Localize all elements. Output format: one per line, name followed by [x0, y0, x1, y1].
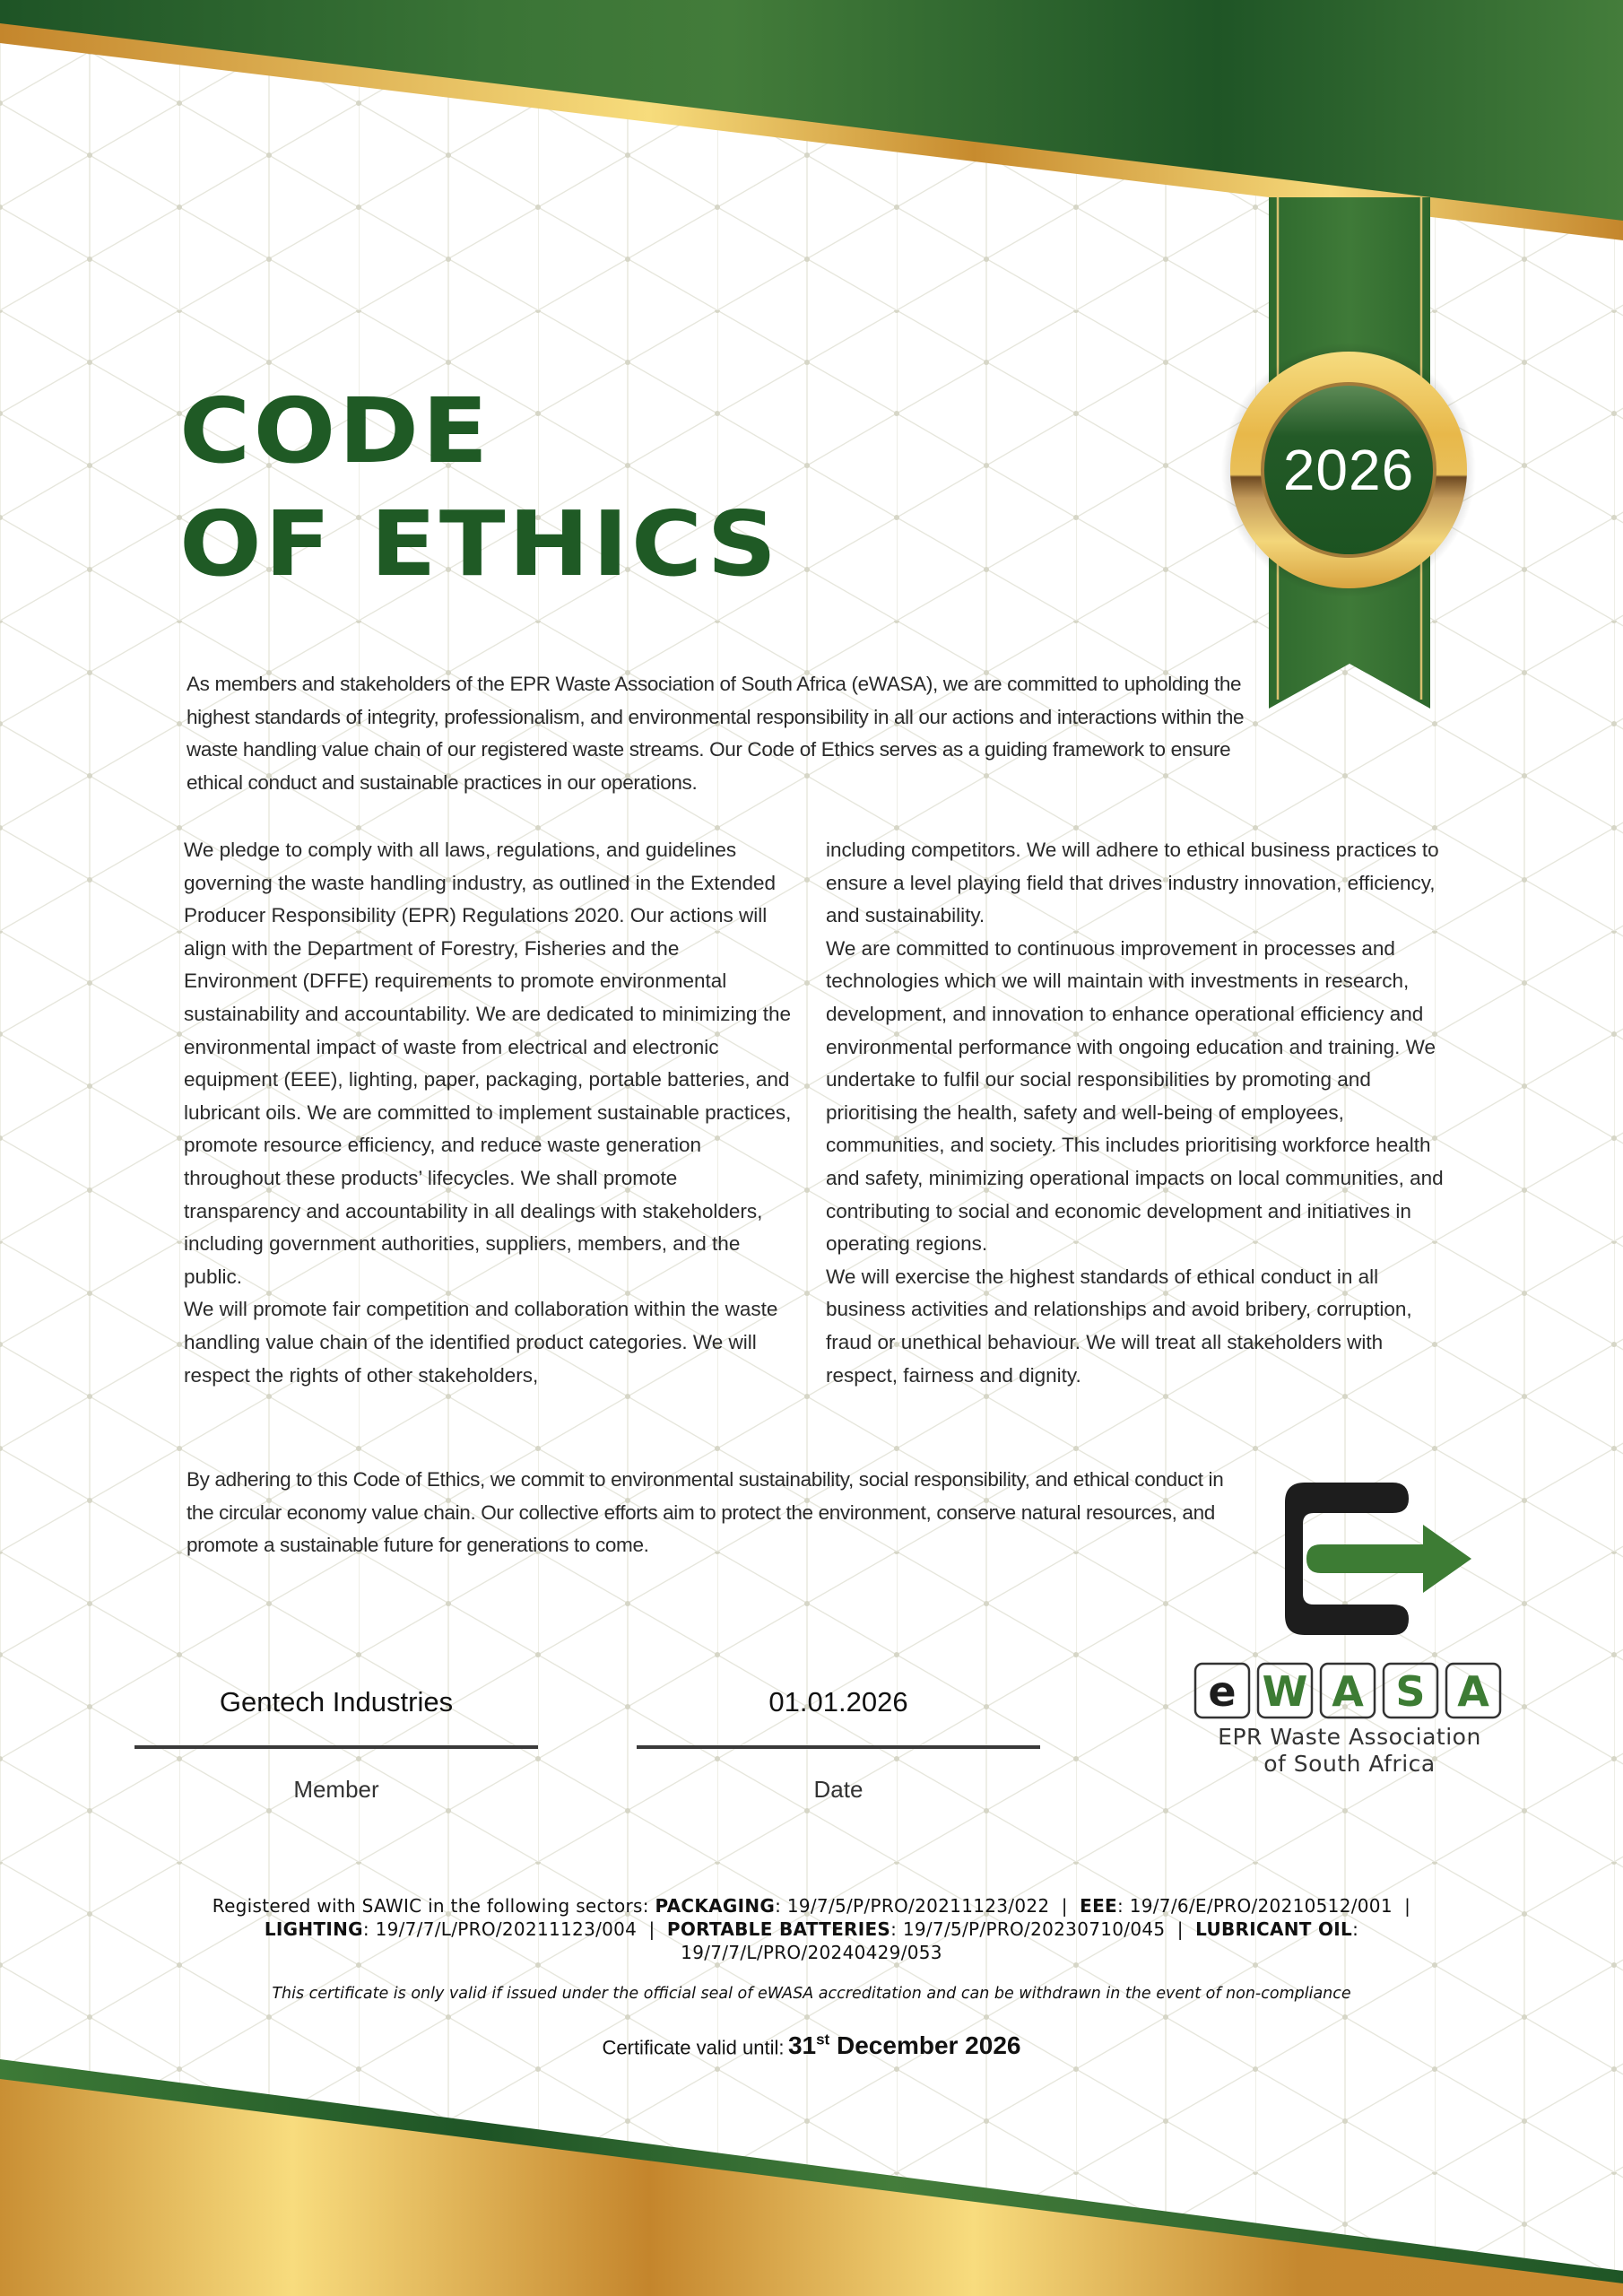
date-label-block — [637, 1776, 1040, 1804]
member-name: Gentech Industries — [219, 1686, 454, 1718]
closing-paragraph: By adhering to this Code of Ethics, we commit to environmental sustainability, social responsibility, and ethical conduct in the circular economy value chain. Our collective efforts aim to protect the environment, conserve natural resources, and promote a sustainable future for generations to come. — [187, 1468, 1224, 1557]
right-paragraph: including competitors. We will adhere to ethical business practices to ensure a level playing field that drives industry innovation, efficiency, and sustainability. — [826, 839, 1439, 927]
svg-text:A: A — [1457, 1667, 1489, 1716]
registration-info: Registered with SAWIC in the following sectors: PACKAGING: 19/7/5/P/PRO/20211123/022 | EEE: 19/7/6/E/PRO/20210512/001 | LIGHTING: 19/7/7/L/PRO/20211123/004 | PORTABLE BATTERIES: 19/7/5/P/PRO/20230710/045 | LUBRICANT OIL: 19/7/7/L/PRO/20240429/053 — [212, 1895, 1411, 1963]
e-arrow-icon — [1285, 1483, 1471, 1635]
logo-caption: EPR Waste Association of South Africa — [1218, 1724, 1481, 1777]
date-signature-block — [637, 1686, 1040, 1718]
date-signature-line — [637, 1745, 1040, 1749]
left-paragraph: We pledge to comply with all laws, regulations, and guidelines governing the waste handling industry, as outlined in the Extended Producer Responsibility (EPR) Regulations 2020. Our actions will align with the Department of Forestry, Fisheries and the Environment (DFFE) requirements to promote environmental sustainability and accountability. We are dedicated to minimizing the environmental impact of waste from electrical and electronic equipment (EEE), lighting, paper, packaging, portable batteries, and lubricant oils. We are committed to implement sustainable practices, promote resource efficiency, and reduce waste generation throughout these products’ lifecycles. We shall promote transparency and accountability in all dealings with stakeholders, including government authorities, suppliers, members, and the public. — [184, 839, 792, 1288]
page-title — [179, 375, 780, 601]
right-column — [826, 834, 1445, 1392]
title-line-2: OF ETHICS — [179, 491, 780, 596]
svg-text:W: W — [1262, 1667, 1308, 1716]
validity-statement: Certificate valid until: 31st December 2026 — [602, 2031, 1021, 2060]
right-paragraph: We will exercise the highest standards of ethical conduct in all business activities and relationships and avoid bribery, corruption, fraud or unethical behaviour. We will treat all stakeholders with respect, fairness and dignity. — [826, 1265, 1412, 1387]
title-line-1: CODE — [179, 378, 491, 483]
member-signature-block — [135, 1686, 538, 1718]
bottom-decorative-band — [0, 2045, 1623, 2296]
svg-text:S: S — [1395, 1667, 1426, 1716]
date-value: 01.01.2026 — [768, 1686, 908, 1718]
member-label: Member — [293, 1776, 379, 1803]
right-paragraph: We are committed to continuous improvement in processes and technologies which we will maintain with investments in research, development, and innovation to enhance operational efficiency and environmental performance with ongoing education and training. We undertake to fulfil our social responsibilities by promoting and prioritising the health, safety and well-being of employees, communities, and society. This includes prioritising workforce health and safety, minimizing operational impacts on local communities, and contributing to social and economic development and initiatives in operating regions. — [826, 936, 1444, 1256]
intro-paragraph: As members and stakeholders of the EPR Waste Association of South Africa (eWASA), we are committed to upholding the highest standards of integrity, professionalism, and environmental responsibility in all our actions and interactions within the waste handling value chain of our registered waste streams. Our Code of Ethics serves as a guiding framework to ensure ethical conduct and sustainable practices in our operations. — [187, 673, 1245, 794]
left-column — [184, 834, 794, 1392]
svg-text:A: A — [1332, 1667, 1364, 1716]
seal-year: 2026 — [1282, 438, 1415, 502]
svg-text:e: e — [1208, 1667, 1237, 1716]
member-label-block — [135, 1776, 538, 1804]
date-label: Date — [813, 1776, 864, 1803]
ewasa-letter-boxes — [1195, 1664, 1500, 1718]
disclaimer: This certificate is only valid if issued under the official seal of eWASA accreditation and can be withdrawn in the event of non-compliance — [272, 1985, 1351, 2003]
member-signature-line — [135, 1745, 538, 1749]
left-paragraph: We will promote fair competition and collaboration within the waste handling value chain of the identified product categories. We will respect the rights of other stakeholders, — [184, 1298, 778, 1387]
